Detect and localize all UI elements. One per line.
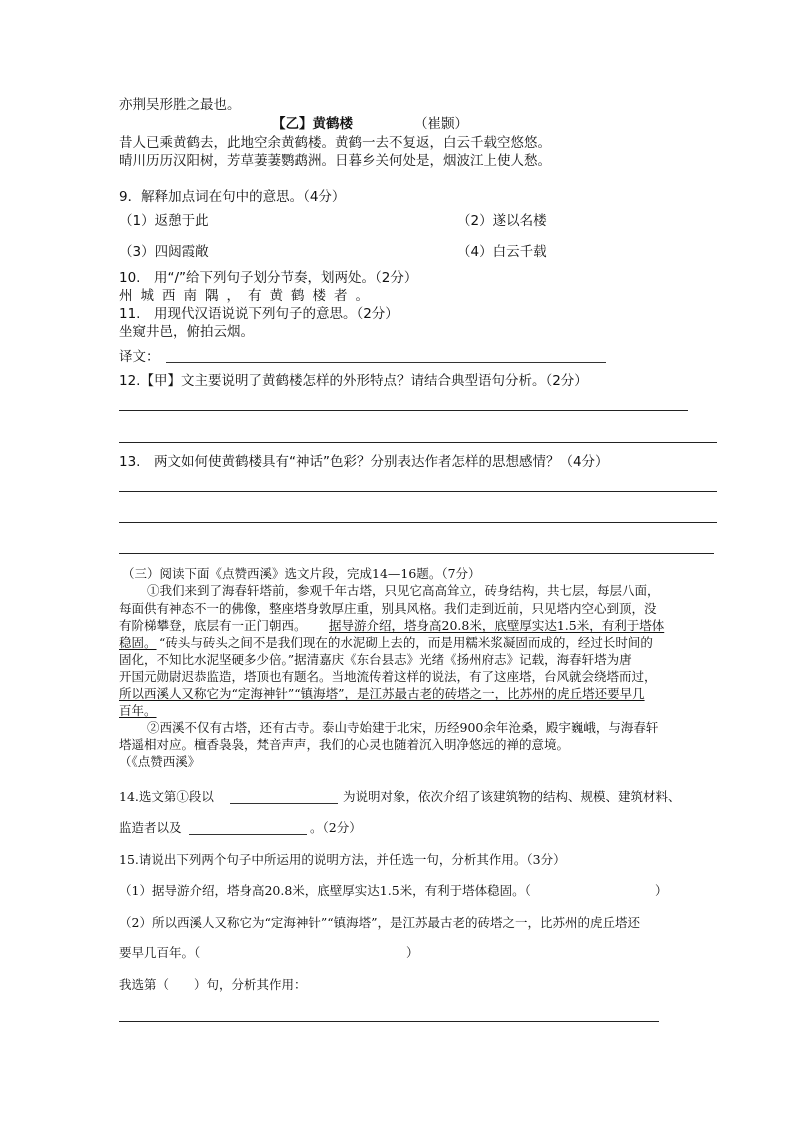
answer-line[interactable] bbox=[119, 442, 717, 443]
passage-line: “砖头与砖头之间不是我们现在的水泥砌上去的，而是用糯米浆凝固而成的，经过长时间的 bbox=[159, 635, 653, 650]
section-3-intro: （三）阅读下面《点赞西溪》选文片段，完成14—16题。（7分） bbox=[122, 566, 481, 581]
question-9-item: （4）白云千载 bbox=[457, 244, 547, 260]
question-9-item: （3）四闼霞敞 bbox=[119, 244, 209, 260]
question-9-stem: 9．解释加点词在句中的意思。（4分） bbox=[119, 189, 346, 205]
passage-line: 塔遥相对应。檀香袅袅，梵音声声，我们的心灵也随着沉入明净悠远的禅的意境。 bbox=[119, 737, 570, 752]
question-15-bracket: ） bbox=[406, 945, 419, 960]
answer-line[interactable] bbox=[119, 522, 717, 523]
passage-underlined-sentence: 所以西溪人又称它为“定海神针”“镇海塔”，是江苏最古老的砖塔之一，比苏州的虎丘塔还要早几 bbox=[119, 686, 645, 701]
answer-line[interactable] bbox=[119, 553, 714, 554]
question-10-stem: 10. 用“/”给下列句子划分节奏，划两处。（2分） bbox=[119, 270, 418, 286]
question-10-sentence: 州城西南隅，有黄鹤楼者。 bbox=[119, 288, 377, 304]
passage-line: 固化，不知比水泥坚硬多少倍。”据清嘉庆《东台县志》光绪《扬州府志》记载，海春轩塔为唐 bbox=[119, 652, 632, 667]
question-13-stem: 13. 两文如何使黄鹤楼具有“神话”色彩？分别表达作者怎样的思想感情？（4分） bbox=[119, 454, 609, 470]
passage-line: 开国元勋尉迟恭监造，塔顶也有题名。当地流传着这样的说法，有了这座塔，台风就会绕塔而过， bbox=[119, 669, 657, 684]
question-15-sentence-2: （2）所以西溪人又称它为“定海神针”“镇海塔”，是江苏最古老的砖塔之一，比苏州的虎丘塔还 bbox=[119, 915, 641, 930]
passage-line: 有阶梯攀登，底层有一正门朝西。 bbox=[119, 618, 307, 633]
passage-underlined-sentence: 百年。 bbox=[119, 703, 157, 718]
question-15-stem: 15.请说出下列两个句子中所运用的说明方法，并任选一句，分析其作用。（3分） bbox=[119, 852, 566, 867]
question-12-stem: 12.【甲】文主要说明了黄鹤楼怎样的外形特点？请结合典型语句分析。（2分） bbox=[119, 373, 588, 389]
question-14-blank-2[interactable] bbox=[189, 834, 307, 835]
answer-line[interactable] bbox=[119, 410, 688, 411]
question-15-choice: 我选第（ ）句，分析其作用： bbox=[119, 977, 307, 992]
translation-label: 译文： bbox=[119, 349, 160, 365]
passage-underlined-sentence: 稳固。 bbox=[119, 635, 157, 650]
question-15-sentence-2: 要早几百年。（ bbox=[119, 945, 201, 960]
question-14-text: 14.选文第①段以 bbox=[119, 789, 214, 804]
question-14-text: 为说明对象，依次介绍了该建筑物的结构、规模、建筑材料、 bbox=[343, 789, 681, 804]
passage-line: ②西溪不仅有古塔，还有古寺。泰山寺始建于北宋，历经900余年沧桑，殿宇巍峨，与海春轩 bbox=[147, 720, 659, 735]
question-11-stem: 11. 用现代汉语说说下列句子的意思。（2分） bbox=[119, 306, 399, 322]
question-14-blank-1[interactable] bbox=[230, 803, 338, 804]
answer-line[interactable] bbox=[119, 491, 717, 492]
question-9-item: （2）遂以名楼 bbox=[457, 213, 547, 229]
question-15-bracket: ） bbox=[655, 883, 668, 898]
translation-answer-line[interactable] bbox=[166, 362, 606, 363]
question-14-text: 监造者以及 bbox=[119, 820, 182, 835]
question-9-item: （1）返憩于此 bbox=[119, 213, 209, 229]
passage-underlined-sentence: 据导游介绍，塔身高20.8米，底壁厚实达1.5米，有利于塔体 bbox=[329, 618, 665, 633]
passage-source: （《点赞西溪》 bbox=[119, 754, 201, 769]
question-15-sentence-1: （1）据导游介绍，塔身高20.8米，底壁厚实达1.5米，有利于塔体稳固。（ bbox=[119, 883, 531, 898]
question-11-sentence: 坐窥井邑，俯拍云烟。 bbox=[119, 324, 254, 340]
poem-title: 【乙】黄鹤楼 bbox=[272, 116, 353, 132]
question-14-text: 。（2分） bbox=[310, 820, 362, 835]
answer-line[interactable] bbox=[119, 1021, 659, 1022]
poem-author: （崔颢） bbox=[414, 116, 468, 132]
poem-line: 昔人已乘黄鹤去，此地空余黄鹤楼。黄鹤一去不复返，白云千载空悠悠。 bbox=[119, 135, 551, 151]
previous-passage-line: 亦荆吴形胜之最也。 bbox=[119, 97, 241, 113]
passage-line: ①我们来到了海春轩塔前，参观千年古塔，只见它高高耸立，砖身结构，共七层，每层八面， bbox=[147, 583, 660, 598]
poem-line: 晴川历历汉阳树，芳草萋萋鹦鹉洲。日暮乡关何处是，烟波江上使人愁。 bbox=[119, 153, 551, 169]
passage-line: 每面供有神态不一的佛像，整座塔身敦厚庄重，别具风格。我们走到近前，只见塔内空心到顶，没 bbox=[119, 601, 657, 616]
